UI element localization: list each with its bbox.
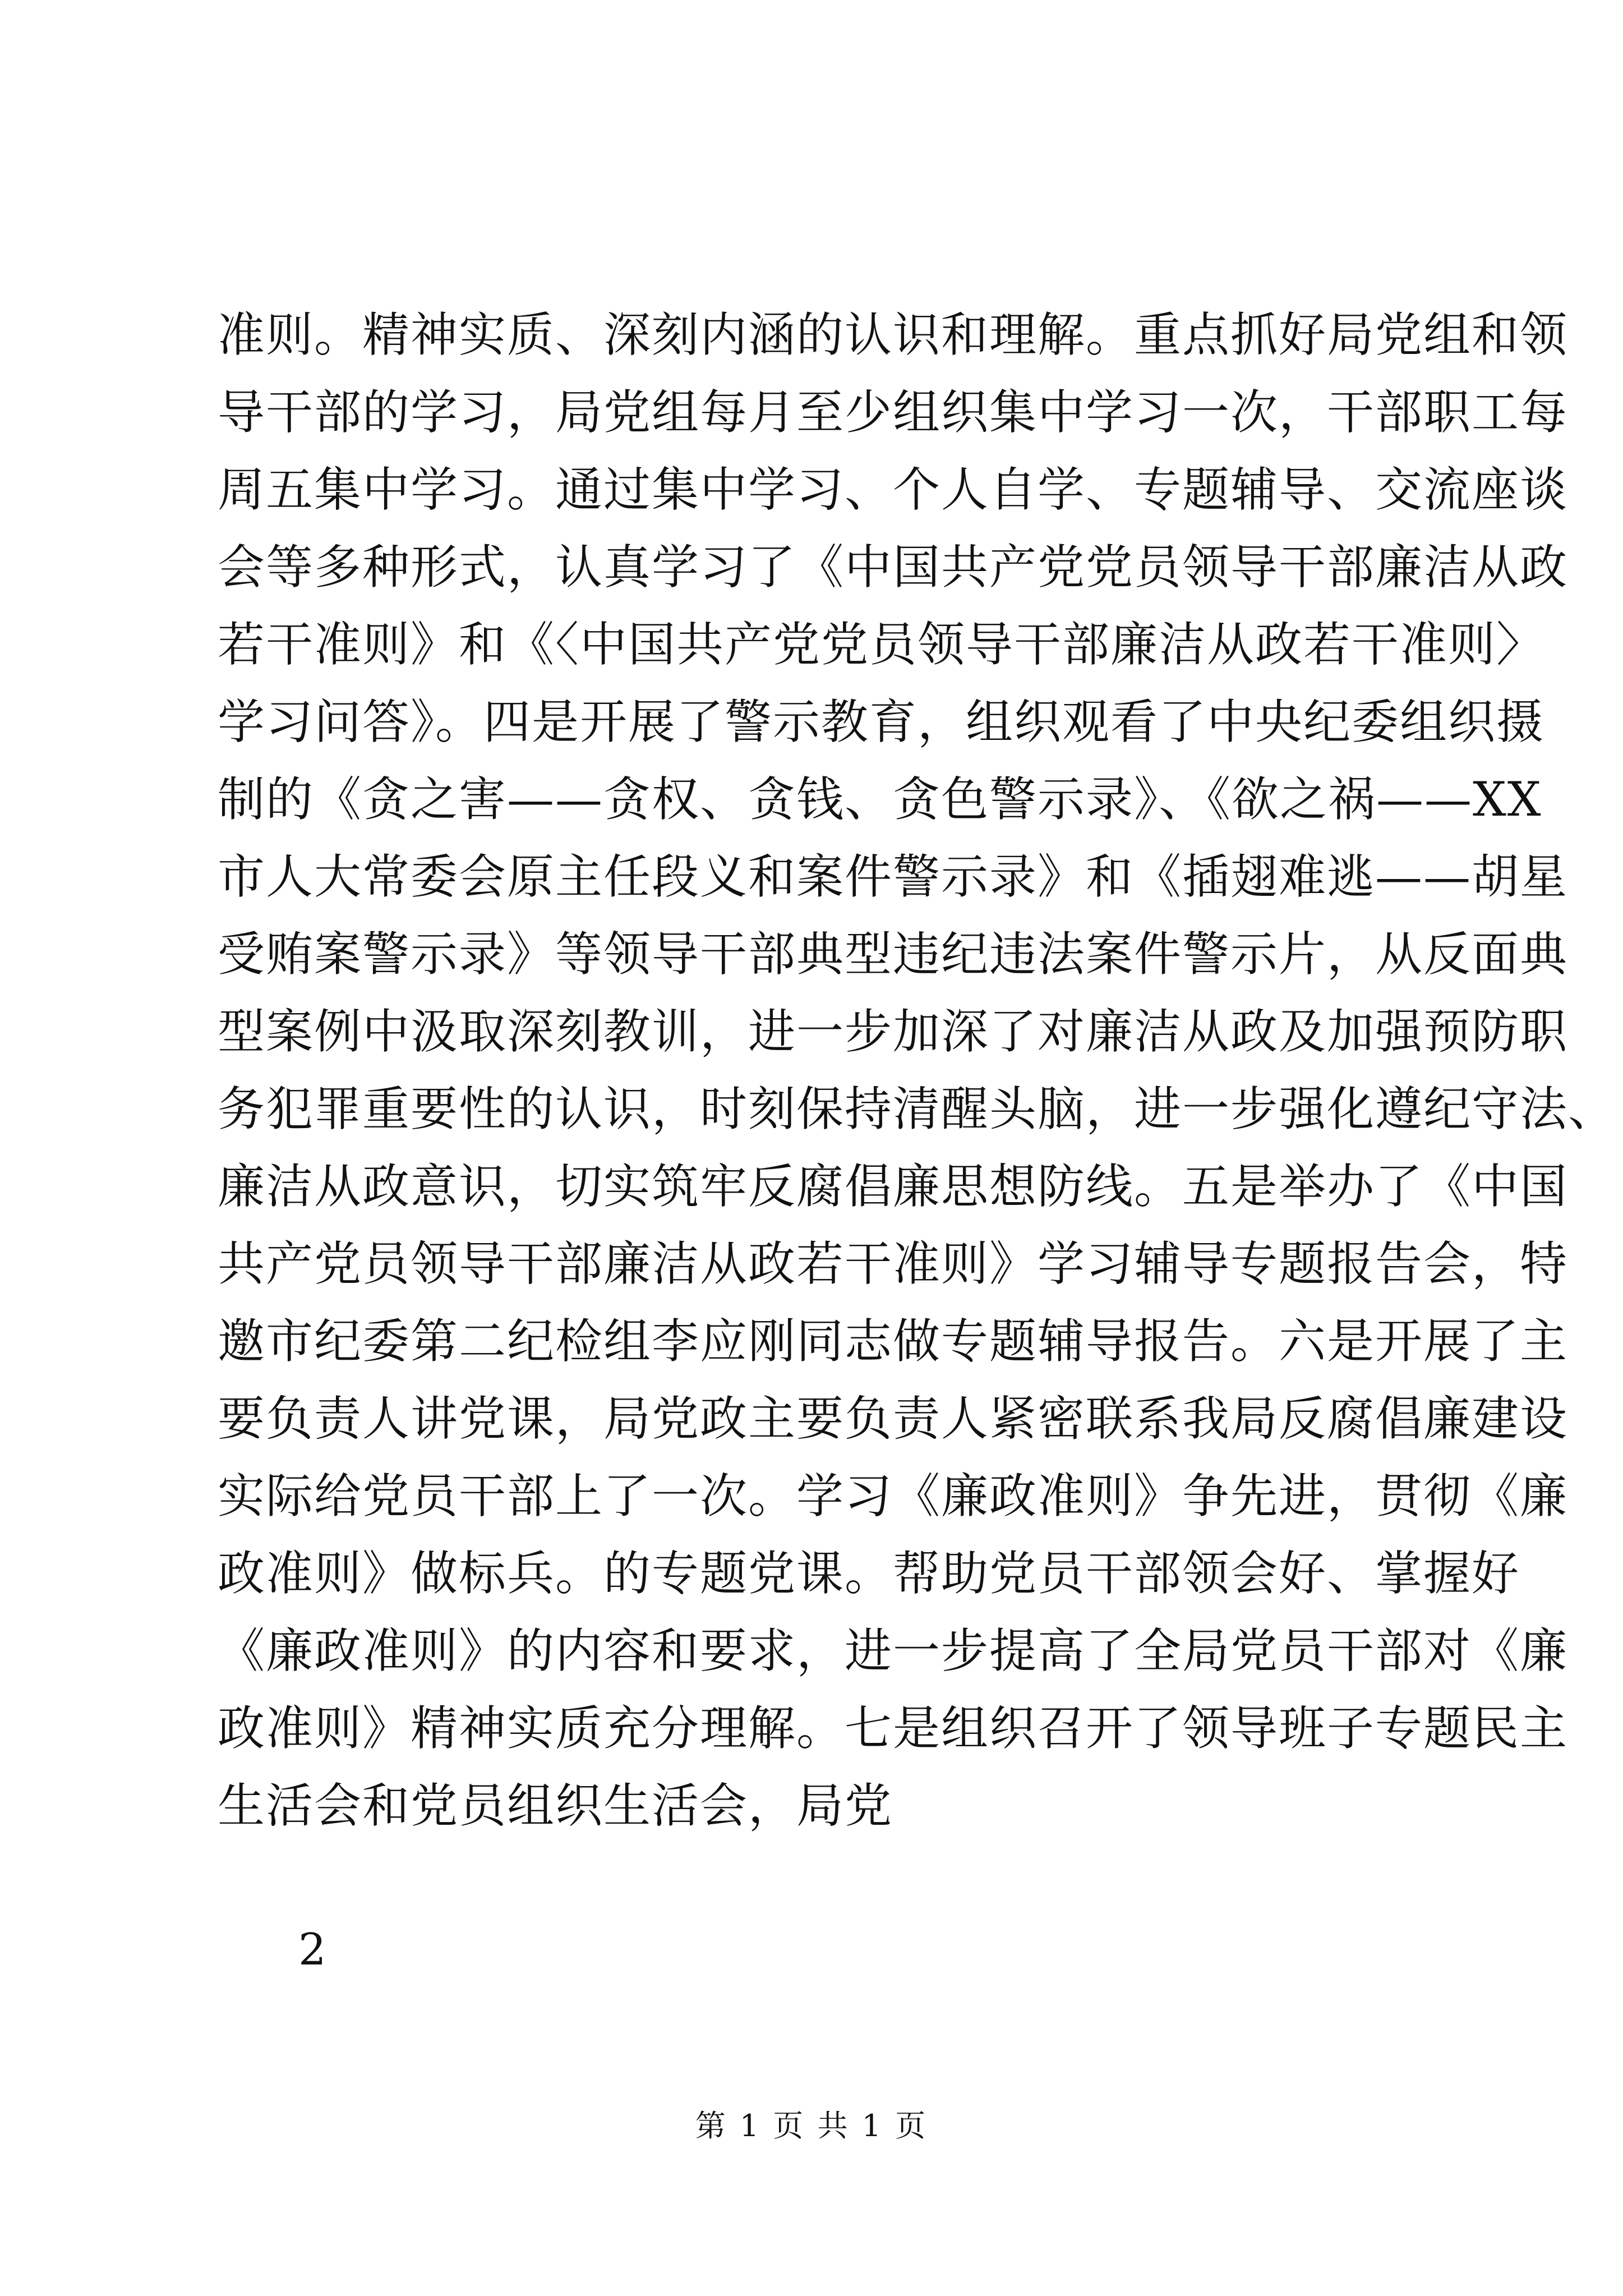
text-line: 要负责人讲党课，局党政主要负责人紧密联系我局反腐倡廉建设 [218, 1391, 1569, 1446]
text-line: 会等多种形式，认真学习了《中国共产党党员领导干部廉洁从政 [218, 540, 1569, 595]
text-line: 生活会和党员组织生活会，局党 [218, 1778, 893, 1833]
text-line: 市人大常委会原主任段义和案件警示录》和《插翅难逃——胡星 [218, 849, 1569, 904]
text-line: 制的《贪之害——贪权、贪钱、贪色警示录》、《欲之祸——XX [218, 772, 1542, 827]
text-line: 邀市纪委第二纪检组李应刚同志做专题辅导报告。六是开展了主 [218, 1314, 1569, 1369]
text-line: 受贿案警示录》等领导干部典型违纪违法案件警示片，从反面典 [218, 927, 1569, 982]
text-line: 周五集中学习。通过集中学习、个人自学、专题辅导、交流座谈 [218, 462, 1569, 517]
text-line: 务犯罪重要性的认识，时刻保持清醒头脑，进一步强化遵纪守法、 [218, 1082, 1617, 1137]
page-number: 2 [298, 1925, 326, 1975]
body-text [218, 296, 1617, 1844]
text-line: 实际给党员干部上了一次。学习《廉政准则》争先进，贯彻《廉 [218, 1469, 1569, 1524]
text-line: 共产党员领导干部廉洁从政若干准则》学习辅导专题报告会，特 [218, 1236, 1569, 1291]
text-line: 政准则》做标兵。的专题党课。帮助党员干部领会好、掌握好 [218, 1546, 1520, 1601]
text-line: 学习问答》。四是开展了警示教育，组织观看了中央纪委组织摄 [218, 694, 1545, 749]
text-line: 准则。精神实质、深刻内涵的认识和理解。重点抓好局党组和领 [218, 307, 1569, 362]
text-line: 导干部的学习，局党组每月至少组织集中学习一次，干部职工每 [218, 385, 1569, 440]
text-line: 廉洁从政意识，切实筑牢反腐倡廉思想防线。五是举办了《中国 [218, 1159, 1569, 1214]
text-line: 政准则》精神实质充分理解。七是组织召开了领导班子专题民主 [218, 1701, 1569, 1756]
text-line: 《廉政准则》的内容和要求，进一步提高了全局党员干部对《廉 [218, 1623, 1569, 1678]
page-footer: 第 1 页 共 1 页 [695, 2108, 928, 2143]
text-line: 若干准则》和《〈中国共产党党员领导干部廉洁从政若干准则〉 [218, 617, 1545, 672]
text-line: 型案例中汲取深刻教训，进一步加深了对廉洁从政及加强预防职 [218, 1004, 1569, 1059]
